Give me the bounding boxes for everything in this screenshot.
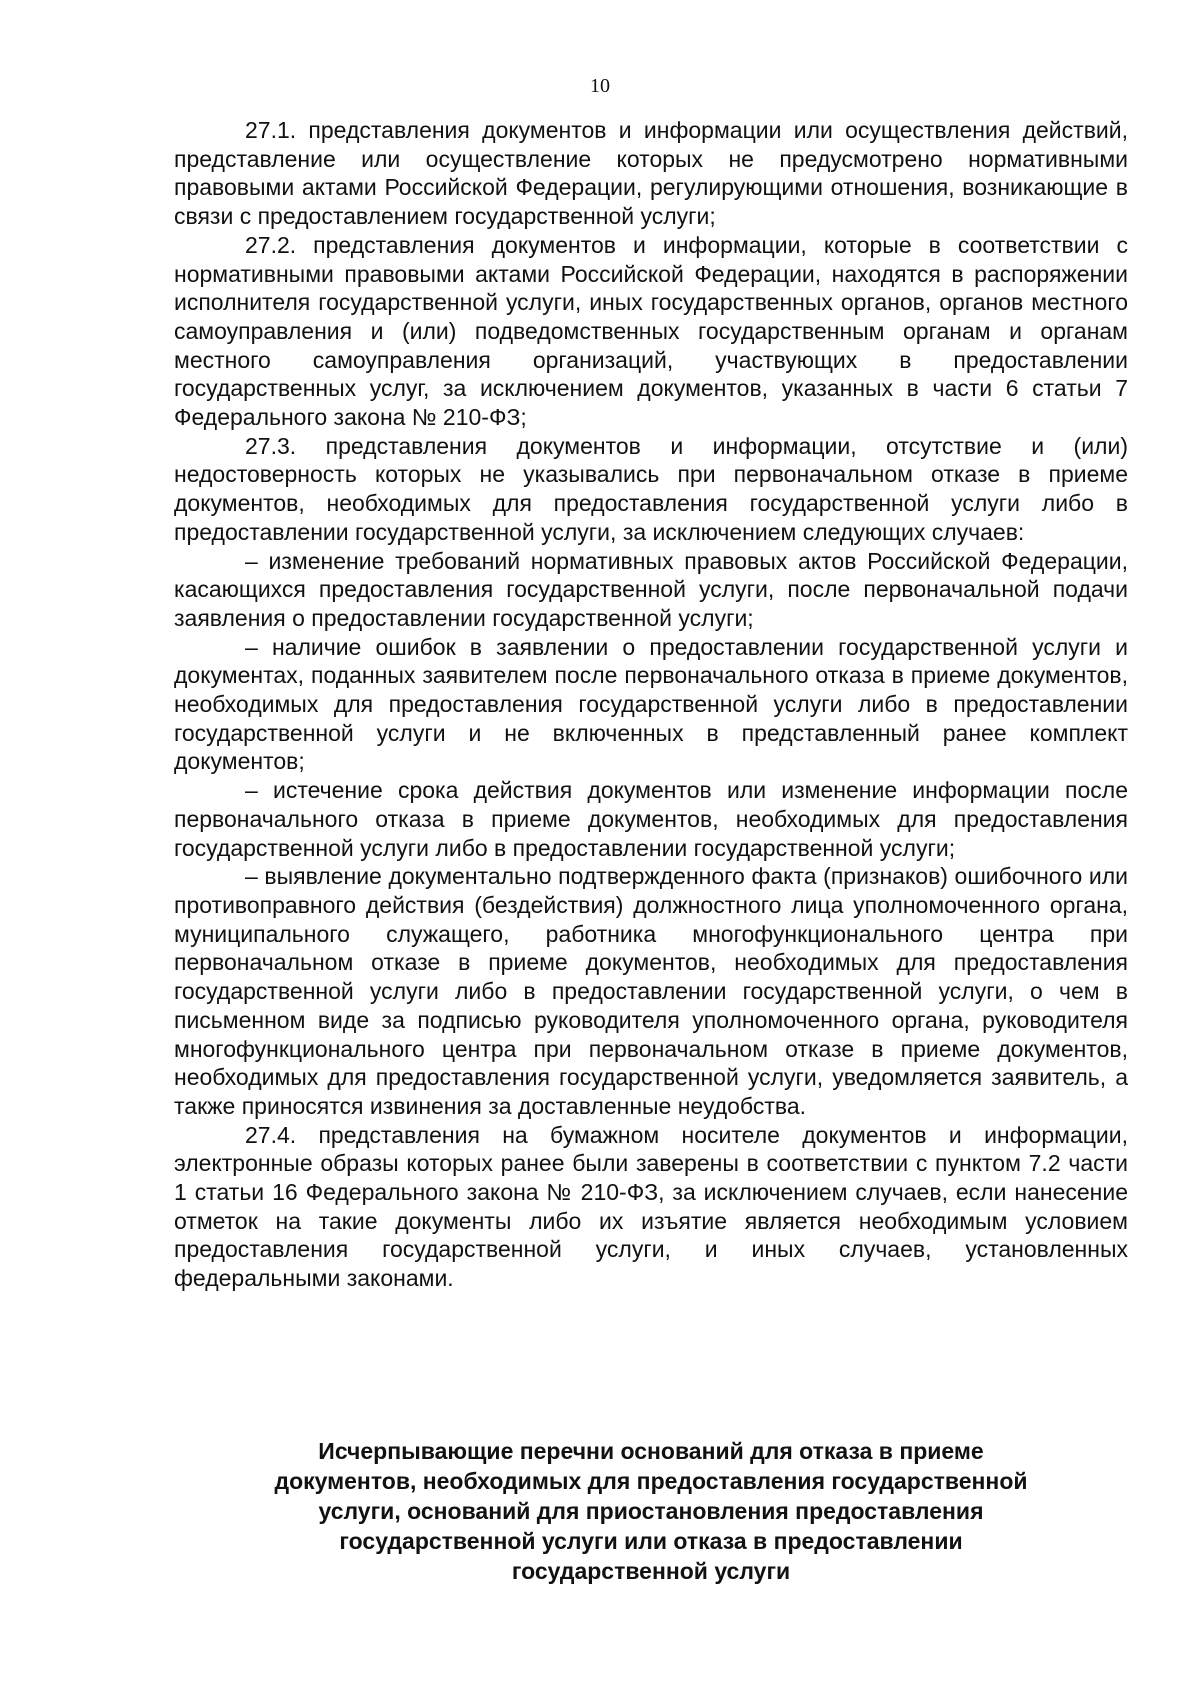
section-heading-line: Исчерпывающие перечни оснований для отказа в приеме: [318, 1438, 984, 1464]
list-item-application-errors: – наличие ошибок в заявлении о предоставлении государственной услуги и документах, поданных заявителем после первоначального отказа в приеме документов, необходимых для предоставления государственной услуги либо в предоставлении государственной услуги и не включенных в представленный ранее комплект документов;: [174, 633, 1128, 775]
page-number: 10: [590, 75, 610, 97]
section-heading-line: документов, необходимых для предоставления государственной: [274, 1468, 1028, 1494]
section-heading: [174, 1436, 1128, 1586]
body-text: [174, 116, 1128, 1293]
section-heading-line: услуги, оснований для приостановления предоставления: [318, 1498, 984, 1524]
paragraph-27-4: 27.4. представления на бумажном носителе документов и информации, электронные образы которых ранее были заверены в соответствии с пунктом 7.2 части 1 статьи 16 Федерального закона № 210-ФЗ, за исключением случаев, если нанесение отметок на такие документы либо их изъятие является необходимым условием предоставления государственной услуги, и иных случаев, установленных федеральными законами.: [174, 1121, 1128, 1292]
list-item-document-expiry: – истечение срока действия документов или изменение информации после первоначального отказа в приеме документов, необходимых для предоставления государственной услуги либо в предоставлении государственной услуги;: [174, 777, 1128, 861]
section-heading-line: государственной услуги или отказа в предоставлении: [339, 1528, 963, 1554]
list-item-requirements-change: – изменение требований нормативных правовых актов Российской Федерации, касающихся предоставления государственной услуги, после первоначальной подачи заявления о предоставлении государственной услуги;: [174, 547, 1128, 631]
paragraph-27-2: 27.2. представления документов и информации, которые в соответствии с нормативными правовыми актами Российской Федерации, находятся в распоряжении исполнителя государственной услуги, иных государственных органов, органов местного самоуправления и (или) подведомственных государственным органам и органам местного самоуправления организаций, участвующих в предоставлении государственных услуг, за исключением документов, указанных в части 6 статьи 7 Федерального закона № 210-ФЗ;: [174, 231, 1128, 431]
paragraph-27-3: 27.3. представления документов и информации, отсутствие и (или) недостоверность которых не указывались при первоначальном отказе в приеме документов, необходимых для предоставления государственной услуги либо в предоставлении государственной услуги, за исключением следующих случаев:: [174, 432, 1128, 545]
list-item-official-misconduct: – выявление документально подтвержденного факта (признаков) ошибочного или противоправного действия (бездействия) должностного лица уполномоченного органа, муниципального служащего, работника многофункционального центра при первоначальном отказе в приеме документов, необходимых для предоставления государственной услуги либо в предоставлении государственной услуги, о чем в письменном виде за подписью руководителя уполномоченного органа, руководителя многофункционального центра при первоначальном отказе в приеме документов, необходимых для предоставления государственной услуги, уведомляется заявитель, а также приносятся извинения за доставленные неудобства.: [174, 863, 1128, 1119]
paragraph-27-1: 27.1. представления документов и информации или осуществления действий, представление или осуществление которых не предусмотрено нормативными правовыми актами Российской Федерации, регулирующими отношения, возникающие в связи с предоставлением государственной услуги;: [174, 117, 1128, 230]
section-heading-line: государственной услуги: [511, 1558, 791, 1584]
